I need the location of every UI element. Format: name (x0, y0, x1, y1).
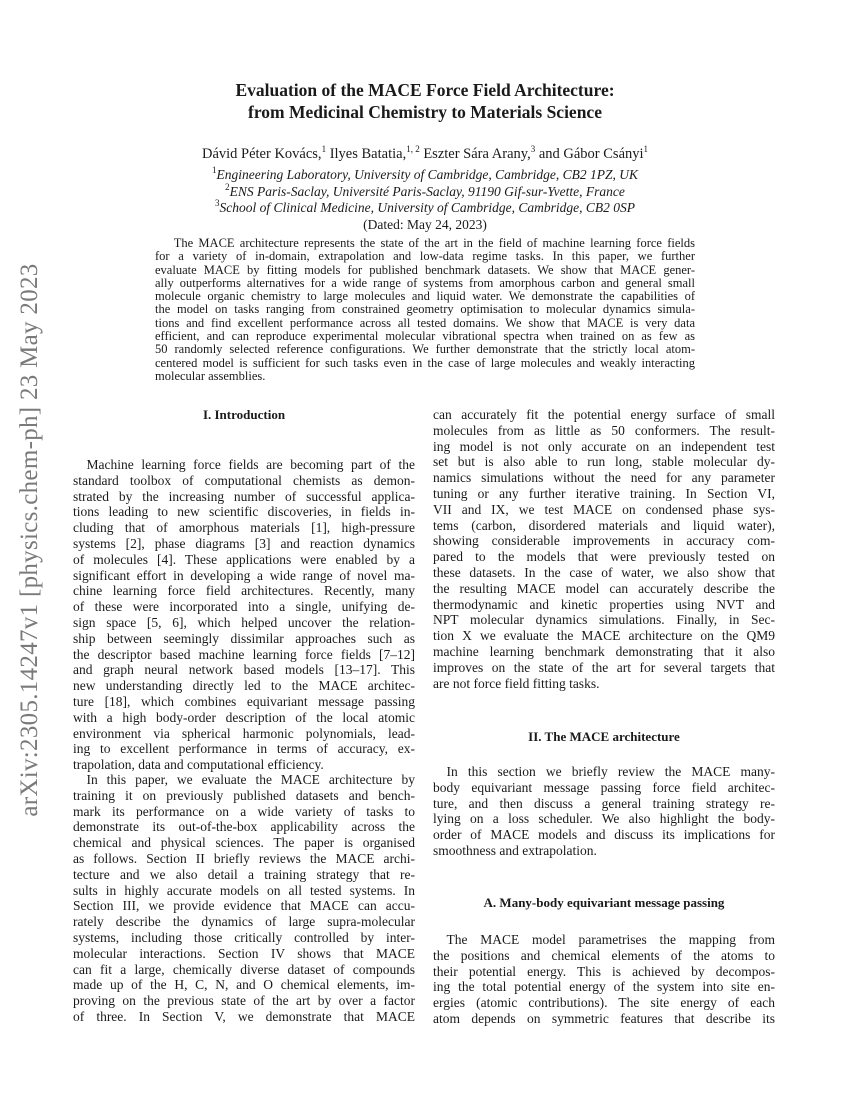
text-line: environment via spherical harmonic polynomials, lead- (73, 725, 415, 741)
text-line: showing considerable improvements in accuracy com- (433, 533, 775, 549)
text-line: ing model is not only accurate on an independent test (433, 438, 775, 454)
text-line: thermodynamic and kinetic properties using NVT and (433, 596, 775, 612)
arxiv-stamp: arXiv:2305.14247v1 [physics.chem-ph] 23 May 2023 (16, 263, 43, 817)
text-line: Section III, we provide evidence that MACE can accu- (73, 898, 415, 914)
text-line: demonstrate its out-of-the-box applicability across the (73, 819, 415, 835)
text-line: The MACE model parametrises the mapping from (433, 932, 775, 947)
text-line: strated by the increasing number of successful applica- (73, 488, 415, 504)
text-line: standard toolbox of computational chemists as demon- (73, 472, 415, 488)
affiliation: $^2$ENS Paris-Saclay, Université Paris-Saclay, 91190 Gif-sur-Yvette, France (225, 181, 625, 199)
text-line: rately describe the dynamics of large supra-molecular (73, 914, 415, 930)
text-line: are not force field fitting tasks. (433, 675, 600, 691)
subsection-heading: A. Many-body equivariant message passing (483, 895, 725, 910)
text-line: sign space [5, 6], which helped uncover the relation- (73, 614, 415, 630)
text-line: trapolation, data and computational efficiency. (73, 757, 324, 773)
text-line: tions leading to new scientific discoveries, in fields in- (73, 504, 415, 520)
author: Eszter Sára Arany,$^3$ (419, 144, 536, 162)
text-line: as follows. Section II briefly reviews the MACE archi- (73, 850, 415, 866)
text-line: efficient, and can reproduce experimental molecular vibrational spectra when trained on as few as (155, 330, 695, 344)
text-line: systems [2], phase diagrams [3] and reaction dynamics (73, 535, 415, 551)
author: Ilyes Batatia,$^{1, 2}$ (326, 144, 420, 162)
affiliation: $^3$School of Clinical Medicine, University of Cambridge, Cambridge, CB2 0SP (215, 198, 635, 215)
text-line: centered model is sufficient for such tasks even in the case of large molecules and weakly interacting (155, 356, 695, 370)
text-line: namics simulations without the need for any parameter (433, 470, 775, 486)
text-line: ture, and then discuss a general training strategy re- (433, 795, 775, 811)
text-line: and graph neural network based models [13–17]. This (73, 662, 415, 678)
text-line: made up of the H, C, N, and O chemical elements, im- (73, 977, 415, 993)
text-line: smoothness and extrapolation. (433, 842, 597, 858)
text-line: pared to the models that were previously tested on (433, 549, 775, 565)
text-line: sults in highly accurate models on all tested systems. In (73, 882, 415, 898)
text-line: the resulting MACE model can accurately describe the (433, 580, 775, 596)
text-line: systems, including those critically controlled by inter- (73, 929, 415, 945)
text-line: chemical and physical sciences. The paper is organised (73, 835, 415, 851)
text-line: of these were incorporated into a single, unifying de- (73, 599, 415, 615)
text-line: the positions and chemical elements of the atoms to (433, 947, 775, 963)
date: (Dated: May 24, 2023) (363, 216, 487, 232)
text-line: ergies (atomic contributions). The site energy of each (433, 995, 775, 1011)
text-line: cluding that of amorphous materials [1], high-pressure (73, 520, 415, 536)
text-line: can fit a large, chemically diverse dataset of compounds (73, 961, 415, 977)
text-line: training it on previously published datasets and bench- (73, 787, 415, 803)
text-line: Machine learning force fields are becoming part of the (73, 457, 415, 472)
text-line: can accurately fit the potential energy surface of small (433, 407, 775, 422)
author: Dávid Péter Kovács,$^1$ (201, 144, 327, 162)
section-heading-introduction: I. Introduction (202, 407, 286, 422)
text-line: ship between seemingly dissimilar approaches such as (73, 630, 415, 646)
author: and Gábor Csányi$^1$ (535, 144, 649, 162)
text-line: tems (carbon, disordered materials and liquid water), (433, 517, 775, 533)
section-heading-mace-architecture: II. The MACE architecture (528, 729, 680, 744)
text-line: chine learning force field architectures. Recently, many (73, 583, 415, 599)
text-line: evaluate MACE by fitting models for published benchmark datasets. We show that MACE gener- (155, 263, 695, 277)
text-line: these datasets. In the case of water, we also show that (433, 564, 775, 580)
text-line: molecular assemblies. (155, 369, 266, 383)
text-line: tions and find excellent performance across all tested domains. We show that MACE is very data (155, 316, 695, 330)
text-line: ture [18], which combines equivariant message passing (73, 693, 415, 709)
text-line: proving on the previous state of the art by over a factor (73, 993, 415, 1009)
text-line: significant effort in developing a wide range of novel ma- (73, 567, 415, 583)
text-line: molecular interactions. Section IV shows that MACE (73, 945, 415, 961)
text-line: order of MACE models and discuss its implications for (433, 827, 775, 843)
text-line: tion X we evaluate the MACE architecture on the QM9 (433, 628, 775, 644)
left-column (73, 0, 415, 1100)
title-line: from Medicinal Chemistry to Materials Science (248, 102, 602, 122)
paragraph (73, 772, 415, 1025)
text-line: molecules from as little as 50 conformers. The result- (433, 422, 775, 438)
text-line: with a high body-order description of the local atomic (73, 709, 415, 725)
text-line: of molecules [4]. These applications were enabled by a (73, 551, 415, 567)
text-line: The MACE architecture represents the state of the art in the field of machine learning force fields (155, 237, 695, 250)
text-line: ally outperforms alternatives for a wide range of systems from amorphous carbon and general small (155, 276, 695, 290)
affiliation: $^1$Engineering Laboratory, University of Cambridge, Cambridge, CB2 1PZ, UK (212, 165, 638, 182)
text-line: the model on tasks ranging from constrained geometry optimisation to molecular dynamics simula- (155, 303, 695, 317)
paragraph (433, 764, 775, 859)
text-line: mark its performance on a wide variety of tasks to (73, 803, 415, 819)
text-line: new understanding directly led to the MACE architec- (73, 678, 415, 694)
text-line: tuning or any further iterative training. In Section VI, (433, 485, 775, 501)
text-line: NPT molecular dynamics simulations. Finally, in Sec- (433, 612, 775, 628)
text-line: In this section we briefly review the MACE many- (433, 764, 775, 779)
text-line: the descriptor based machine learning force fields [7–12] (73, 646, 415, 662)
text-line: ing to excellent performance in terms of accuracy, ex- (73, 741, 415, 757)
text-line: set but is also able to run long, stable molecular dy- (433, 454, 775, 470)
text-line: of three. In Section V, we demonstrate that MACE (73, 1008, 415, 1024)
text-line: lying on a loss scheduler. We also highlight the body- (433, 811, 775, 827)
text-line: for a variety of in-domain, extrapolation and low-data regime tasks. In this paper, we further (155, 250, 695, 264)
text-line: machine learning benchmark demonstrating that it also (433, 643, 775, 659)
text-line: atom depends on symmetric features that describe its (433, 1010, 775, 1026)
text-line: 50 randomly selected reference configurations. We further demonstrate that the strictly local atom- (155, 343, 695, 357)
text-line: improves on the state of the art for several targets that (433, 659, 775, 675)
text-line: molecule organic chemistry to large molecules and liquid water. We demonstrate the capabilities of (155, 290, 695, 304)
text-line: body equivariant message passing force field architec- (433, 779, 775, 795)
title-line: Evaluation of the MACE Force Field Architecture: (235, 80, 615, 100)
text-line: ing the total potential energy of the system into site en- (433, 979, 775, 995)
text-line: In this paper, we evaluate the MACE architecture by (73, 772, 415, 787)
text-line: their potential energy. This is achieved by decompos- (433, 963, 775, 979)
paragraph (433, 932, 775, 1027)
paragraph (433, 407, 775, 691)
right-column (433, 0, 775, 1100)
paragraph (73, 457, 415, 773)
text-line: VII and IX, we test MACE on condensed phase sys- (433, 501, 775, 517)
text-line: tecture and we also detail a training strategy that re- (73, 866, 415, 882)
